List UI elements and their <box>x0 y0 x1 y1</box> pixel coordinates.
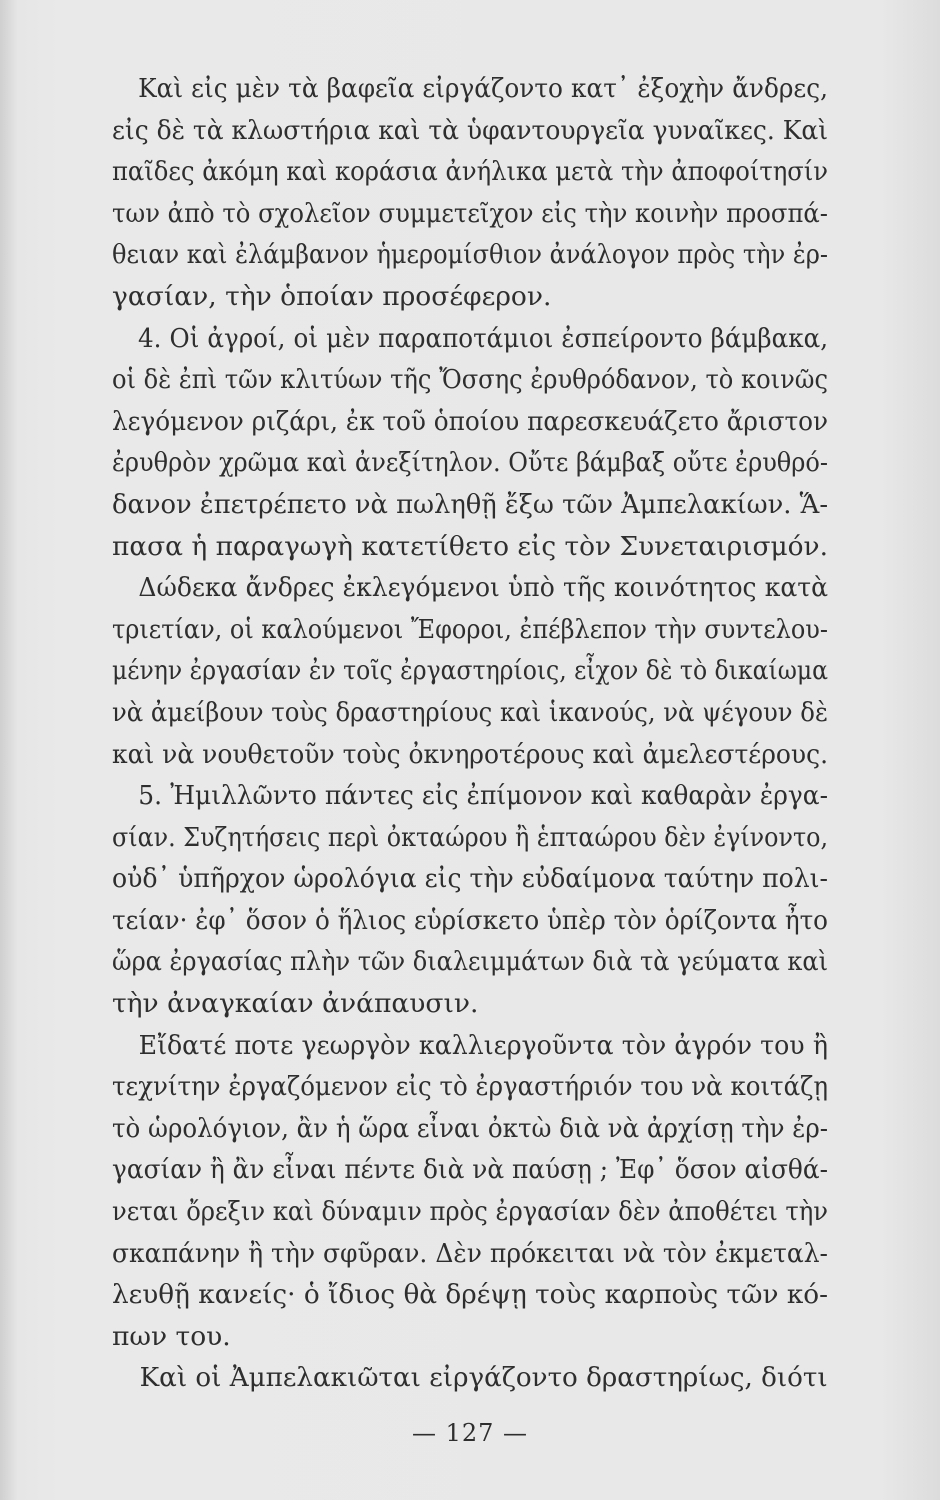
text-line: παῖδες ἀκόμη καὶ κοράσια ἀνήλικα μετὰ τὴν ἀποφοίτησίν <box>112 156 829 188</box>
text-line: μένην ἐργασίαν ἐν τοῖς ἐργαστηρίοις, εἶχον δὲ τὸ δικαίωμα <box>112 655 829 687</box>
text-line: 5. Ἠμιλλῶντο πάντες εἰς ἐπίμονον καὶ καθαρὰν ἐργα- <box>138 780 828 812</box>
text-line: των ἀπὸ τὸ σχολεῖον συμμετεῖχον εἰς τὴν κοινὴν προσπά- <box>112 197 829 229</box>
text-line: νὰ ἀμείβουν τοὺς δραστηρίους καὶ ἱκανούς, νὰ ψέγουν δὲ <box>112 696 829 728</box>
text-line: νεται ὄρεξιν καὶ δύναμιν πρὸς ἐργασίαν δὲν ἀποθέτει τὴν <box>112 1196 829 1228</box>
text-line: γασίαν, τὴν ὁποίαν προσέφερον. <box>112 280 552 312</box>
body-text <box>112 68 828 1399</box>
paragraph <box>112 1025 828 1358</box>
text-line: Καὶ οἱ Ἀμπελακιῶται εἰργάζοντο δραστηρίως, διότι <box>139 1362 828 1394</box>
page-number: — 127 — <box>411 1419 529 1447</box>
text-line: ἐρυθρὸν χρῶμα καὶ ἀνεξίτηλον. Οὔτε βάμβαξ οὔτε ἐρυθρό- <box>112 447 829 479</box>
text-line: καὶ νὰ νουθετοῦν τοὺς ὀκνηροτέρους καὶ ἀμελεστέρους. <box>112 738 829 770</box>
text-line: σίαν. Συζητήσεις περὶ ὀκταώρου ἢ ἑπταώρου δὲν ἐγίνοντο, <box>112 821 829 853</box>
text-line: εἰς δὲ τὰ κλωστήρια καὶ τὰ ὑφαντουργεῖα γυναῖκες. Καὶ <box>112 114 829 146</box>
text-line: ὥρα ἐργασίας πλὴν τῶν διαλειμμάτων διὰ τὰ γεύματα καὶ <box>112 946 829 978</box>
text-line: γασίαν ἢ ἂν εἶναι πέντε διὰ νὰ παύσῃ ; Ἐφ᾽ ὅσον αἰσθά- <box>112 1154 828 1186</box>
text-line: τριετίαν, οἱ καλούμενοι Ἔφοροι, ἐπέβλεπον τὴν συντελου- <box>112 613 828 645</box>
text-line: τὴν ἀναγκαίαν ἀνάπαυσιν. <box>112 988 479 1020</box>
text-line: οὐδ᾽ ὑπῆρχον ὡρολόγια εἰς τὴν εὐδαίμονα ταύτην πολι- <box>112 863 829 895</box>
text-line: τεχνίτην ἐργαζόμενον εἰς τὸ ἐργαστήριόν του νὰ κοιτάζῃ <box>112 1071 829 1103</box>
paragraph <box>112 318 828 568</box>
text-line: τείαν· ἐφ᾽ ὅσον ὁ ἥλιος εὑρίσκετο ὑπὲρ τὸν ὁρίζοντα ἦτο <box>112 904 828 936</box>
text-line: πασα ἡ παραγωγὴ κατετίθετο εἰς τὸν Συνεταιρισμόν. <box>112 530 829 562</box>
text-line: τὸ ὡρολόγιον, ἂν ἡ ὥρα εἶναι ὀκτὼ διὰ νὰ ἀρχίσῃ τὴν ἐρ- <box>112 1112 829 1144</box>
text-line: λεγόμενον ριζάρι, ἐκ τοῦ ὁποίου παρεσκευάζετο ἄριστον <box>112 405 829 437</box>
text-line: θειαν καὶ ἐλάμβανον ἡμερομίσθιον ἀνάλογον πρὸς τὴν ἐρ- <box>112 239 828 271</box>
text-line: 4. Οἱ ἀγροί, οἱ μὲν παραποτάμιοι ἐσπείροντο βάμβακα, <box>137 322 829 354</box>
text-line: Καὶ εἰς μὲν τὰ βαφεῖα εἰργάζοντο κατ᾽ ἐξοχὴν ἄνδρες, <box>138 73 828 104</box>
paragraph <box>112 1357 828 1399</box>
text-line: Εἴδατέ ποτε γεωργὸν καλλιεργοῦντα τὸν ἀγρόν του ἢ <box>138 1029 828 1061</box>
text-line: Δώδεκα ἄνδρες ἐκλεγόμενοι ὑπὸ τῆς κοινότητος κατὰ <box>138 572 828 604</box>
text-line: οἱ δὲ ἐπὶ τῶν κλιτύων τῆς Ὄσσης ἐρυθρόδανον, τὸ κοινῶς <box>112 364 828 396</box>
text-line: δανον ἐπετρέπετο νὰ πωληθῇ ἔξω τῶν Ἀμπελακίων. Ἅ- <box>112 488 829 520</box>
paragraph <box>112 775 828 1025</box>
text-line: λευθῇ κανείς· ὁ ἴδιος θὰ δρέψῃ τοὺς καρποὺς τῶν κό- <box>112 1279 829 1311</box>
paragraph <box>112 567 828 775</box>
paragraph <box>112 68 828 318</box>
text-line: σκαπάνην ἢ τὴν σφῦραν. Δὲν πρόκειται νὰ τὸν ἐκμεταλ- <box>112 1237 829 1269</box>
text-line: πων του. <box>112 1320 231 1352</box>
